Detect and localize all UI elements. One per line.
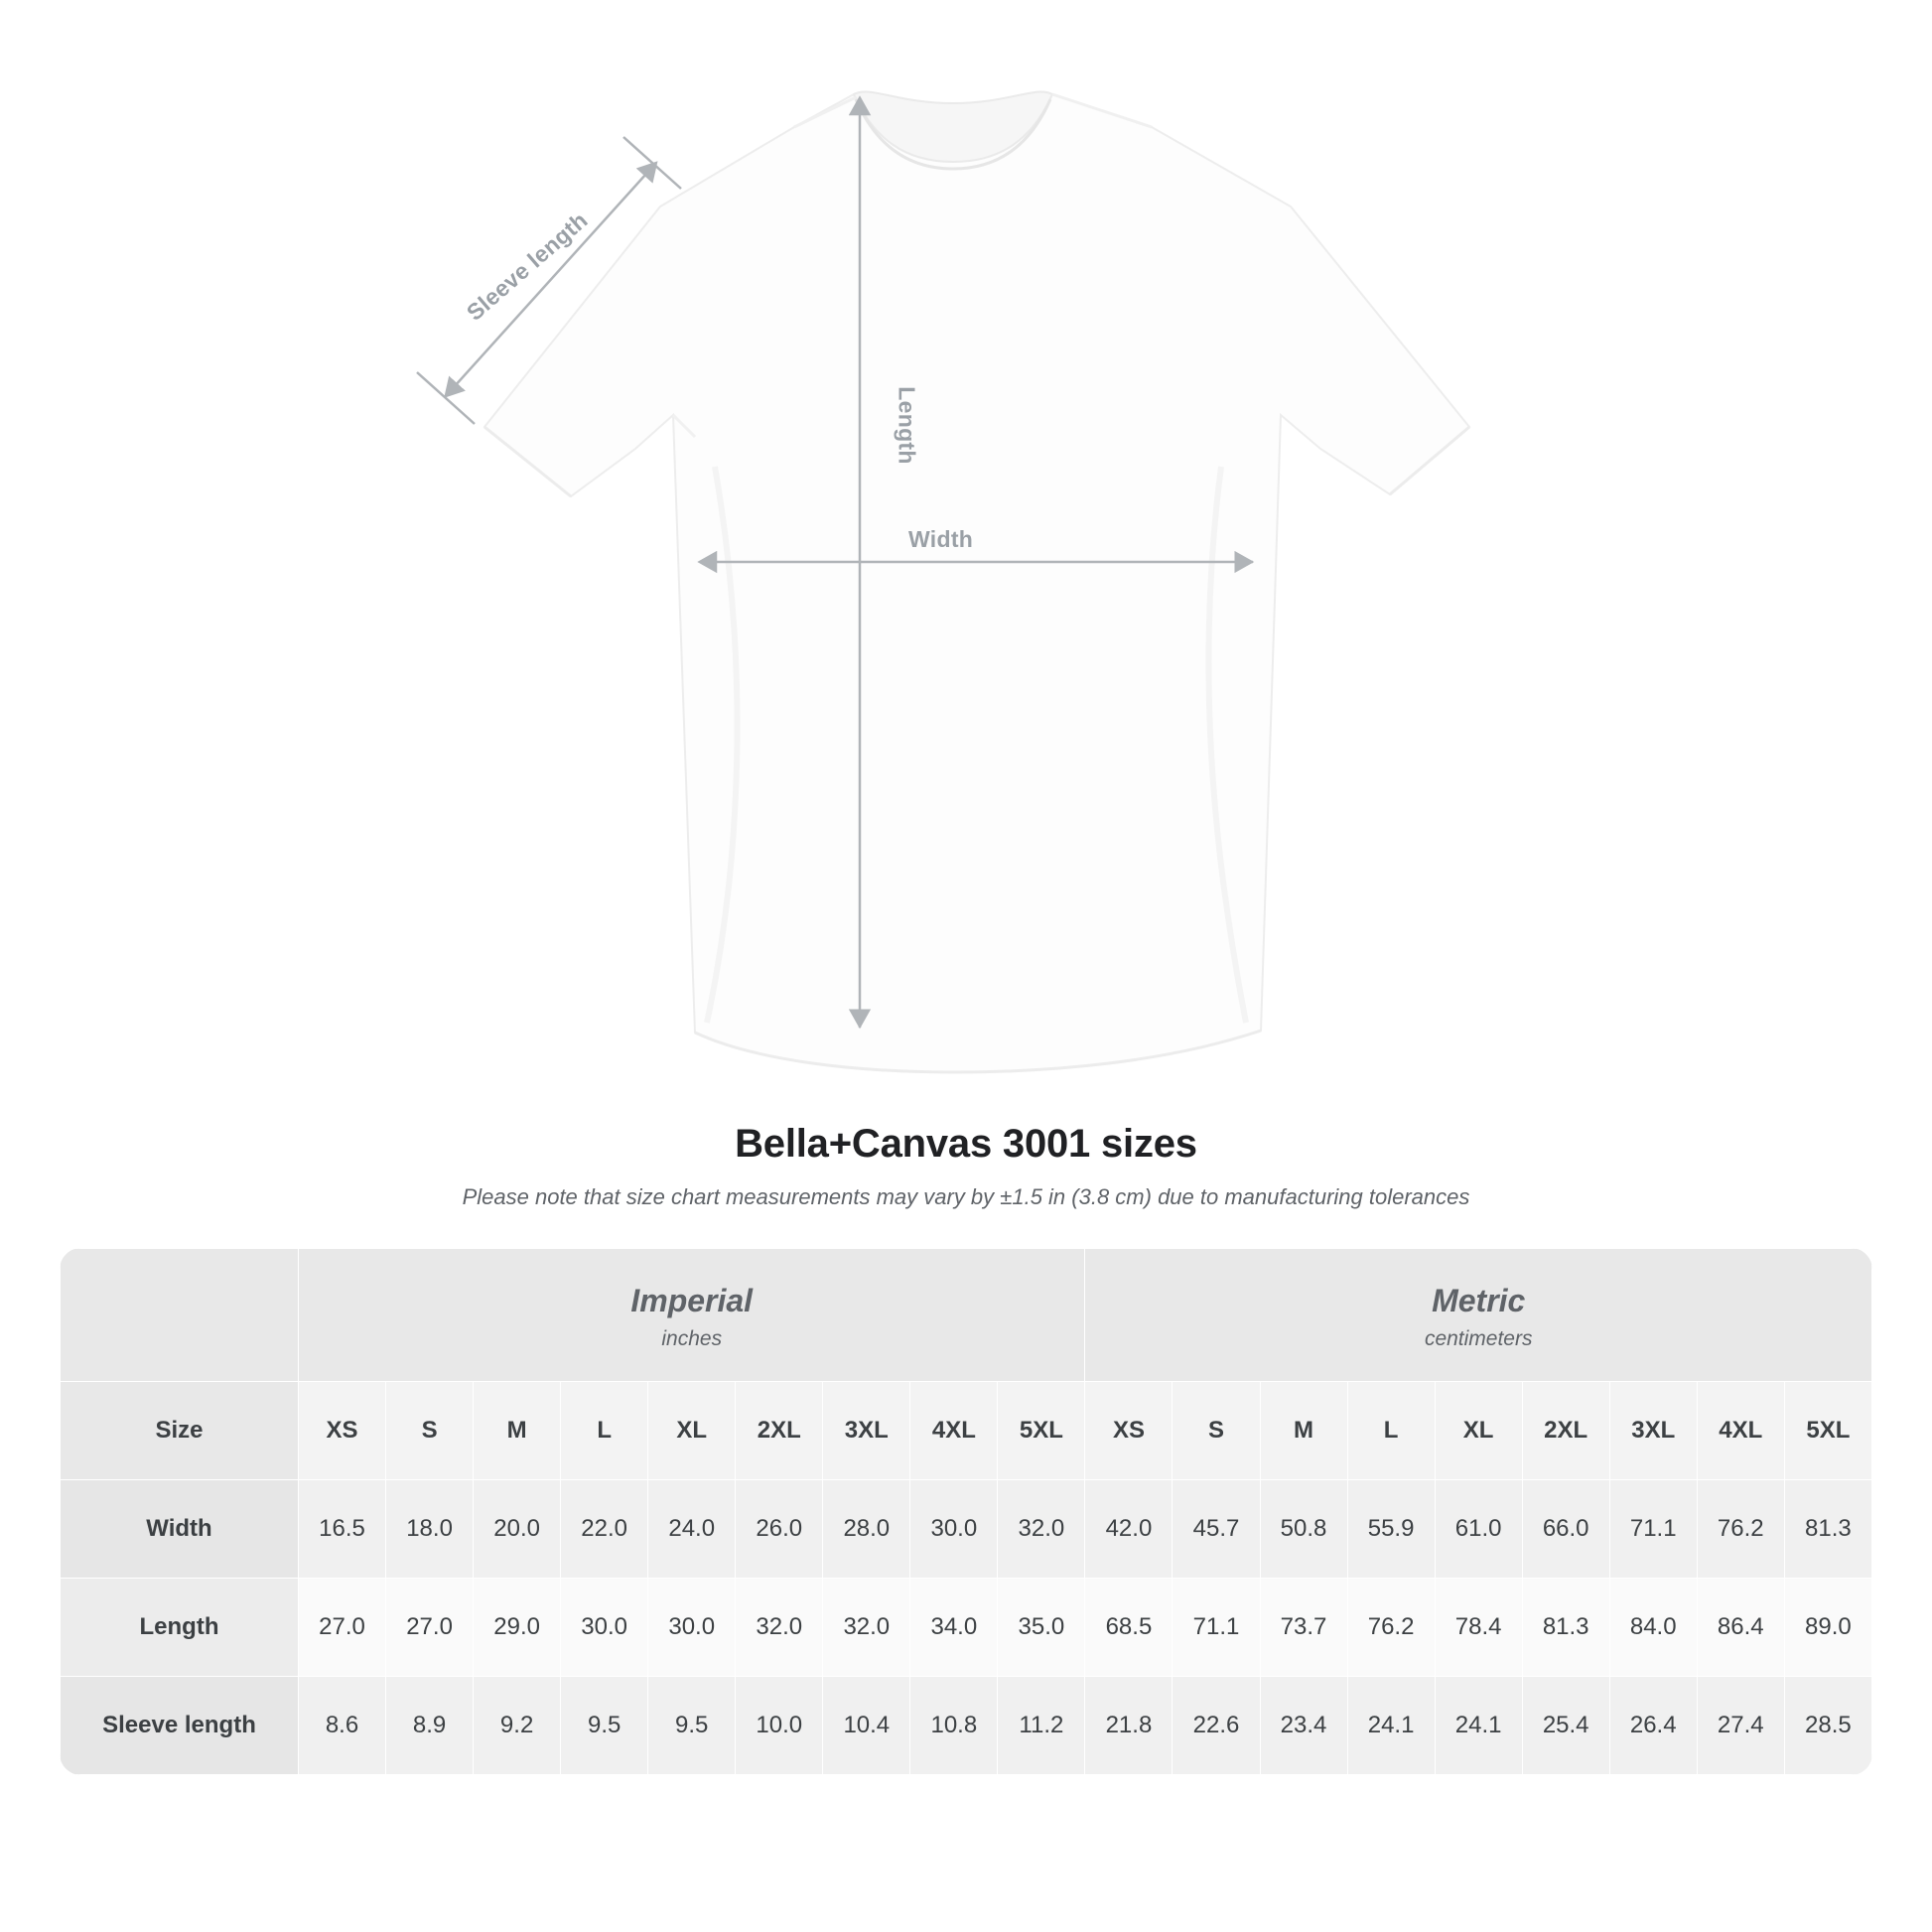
cell-sleeve: 22.6 bbox=[1173, 1677, 1260, 1775]
cell-sleeve: 10.8 bbox=[910, 1677, 998, 1775]
cell-length: 81.3 bbox=[1522, 1579, 1609, 1677]
cell-length: 84.0 bbox=[1609, 1579, 1697, 1677]
cell-sleeve: 9.2 bbox=[474, 1677, 561, 1775]
size-header-cell: M bbox=[1260, 1382, 1347, 1480]
cell-width: 66.0 bbox=[1522, 1480, 1609, 1579]
size-header-row bbox=[61, 1382, 1872, 1480]
cell-width: 20.0 bbox=[474, 1480, 561, 1579]
cell-length: 30.0 bbox=[561, 1579, 648, 1677]
cell-sleeve: 25.4 bbox=[1522, 1677, 1609, 1775]
cell-width: 18.0 bbox=[386, 1480, 474, 1579]
cell-length: 30.0 bbox=[648, 1579, 736, 1677]
size-header-cell: 2XL bbox=[1522, 1382, 1609, 1480]
size-header-cell: 5XL bbox=[1784, 1382, 1871, 1480]
table-row bbox=[61, 1480, 1872, 1579]
unit-name-metric: Metric bbox=[1432, 1283, 1526, 1318]
cell-sleeve: 9.5 bbox=[561, 1677, 648, 1775]
cell-width: 32.0 bbox=[998, 1480, 1085, 1579]
size-header-cell: XS bbox=[1085, 1382, 1173, 1480]
cell-length: 89.0 bbox=[1784, 1579, 1871, 1677]
size-header-cell: M bbox=[474, 1382, 561, 1480]
size-header-cell: L bbox=[561, 1382, 648, 1480]
cell-width: 81.3 bbox=[1784, 1480, 1871, 1579]
size-header-cell: XS bbox=[299, 1382, 386, 1480]
size-table bbox=[60, 1248, 1872, 1775]
cell-length: 32.0 bbox=[736, 1579, 823, 1677]
size-header-cell: L bbox=[1347, 1382, 1435, 1480]
cell-sleeve: 21.8 bbox=[1085, 1677, 1173, 1775]
size-header-cell: 4XL bbox=[910, 1382, 998, 1480]
size-header-cell: S bbox=[386, 1382, 474, 1480]
size-header-cell: 5XL bbox=[998, 1382, 1085, 1480]
size-header-cell: 4XL bbox=[1697, 1382, 1784, 1480]
cell-length: 27.0 bbox=[299, 1579, 386, 1677]
cell-length: 78.4 bbox=[1435, 1579, 1522, 1677]
unit-group-imperial bbox=[299, 1249, 1085, 1382]
cell-length: 86.4 bbox=[1697, 1579, 1784, 1677]
heading-block bbox=[0, 1122, 1932, 1210]
cell-sleeve: 10.0 bbox=[736, 1677, 823, 1775]
cell-width: 55.9 bbox=[1347, 1480, 1435, 1579]
cell-sleeve: 8.9 bbox=[386, 1677, 474, 1775]
cell-sleeve: 8.6 bbox=[299, 1677, 386, 1775]
cell-sleeve: 27.4 bbox=[1697, 1677, 1784, 1775]
cell-sleeve: 23.4 bbox=[1260, 1677, 1347, 1775]
cell-width: 50.8 bbox=[1260, 1480, 1347, 1579]
width-dimension-label: Width bbox=[908, 526, 974, 552]
size-header-cell: XL bbox=[1435, 1382, 1522, 1480]
cell-width: 28.0 bbox=[823, 1480, 910, 1579]
tolerance-note: Please note that size chart measurements may vary by ±1.5 in (3.8 cm) due to manufacturing tolerances bbox=[462, 1184, 1470, 1209]
cell-width: 42.0 bbox=[1085, 1480, 1173, 1579]
length-dimension-label: Length bbox=[894, 386, 920, 465]
cell-width: 61.0 bbox=[1435, 1480, 1522, 1579]
cell-sleeve: 24.1 bbox=[1435, 1677, 1522, 1775]
size-header-label: Size bbox=[61, 1382, 299, 1480]
cell-width: 24.0 bbox=[648, 1480, 736, 1579]
cell-sleeve: 11.2 bbox=[998, 1677, 1085, 1775]
cell-width: 30.0 bbox=[910, 1480, 998, 1579]
size-table-container bbox=[60, 1248, 1872, 1775]
row-label-width: Width bbox=[61, 1480, 299, 1579]
size-header-cell: S bbox=[1173, 1382, 1260, 1480]
cell-width: 16.5 bbox=[299, 1480, 386, 1579]
row-label-length: Length bbox=[61, 1579, 299, 1677]
size-header-cell: 2XL bbox=[736, 1382, 823, 1480]
cell-sleeve: 9.5 bbox=[648, 1677, 736, 1775]
cell-length: 29.0 bbox=[474, 1579, 561, 1677]
cell-sleeve: 26.4 bbox=[1609, 1677, 1697, 1775]
cell-length: 71.1 bbox=[1173, 1579, 1260, 1677]
size-header-cell: 3XL bbox=[823, 1382, 910, 1480]
row-label-sleeve-length: Sleeve length bbox=[61, 1677, 299, 1775]
cell-length: 35.0 bbox=[998, 1579, 1085, 1677]
cell-length: 73.7 bbox=[1260, 1579, 1347, 1677]
cell-sleeve: 28.5 bbox=[1784, 1677, 1871, 1775]
cell-length: 34.0 bbox=[910, 1579, 998, 1677]
cell-sleeve: 10.4 bbox=[823, 1677, 910, 1775]
unit-header-row bbox=[61, 1249, 1872, 1382]
cell-length: 76.2 bbox=[1347, 1579, 1435, 1677]
cell-width: 45.7 bbox=[1173, 1480, 1260, 1579]
unit-sub-metric: centimeters bbox=[1424, 1327, 1533, 1350]
sleeve-length-dimension-label: Sleeve length bbox=[461, 207, 593, 326]
unit-sub-imperial: inches bbox=[661, 1327, 723, 1350]
table-row bbox=[61, 1677, 1872, 1775]
page-title: Bella+Canvas 3001 sizes bbox=[735, 1122, 1197, 1166]
unit-name-imperial: Imperial bbox=[630, 1283, 754, 1318]
cell-length: 68.5 bbox=[1085, 1579, 1173, 1677]
cell-sleeve: 24.1 bbox=[1347, 1677, 1435, 1775]
table-row bbox=[61, 1579, 1872, 1677]
cell-width: 71.1 bbox=[1609, 1480, 1697, 1579]
cell-width: 26.0 bbox=[736, 1480, 823, 1579]
unit-group-metric bbox=[1085, 1249, 1872, 1382]
unit-spacer-cell bbox=[61, 1249, 299, 1382]
cell-length: 27.0 bbox=[386, 1579, 474, 1677]
size-header-cell: XL bbox=[648, 1382, 736, 1480]
cell-width: 22.0 bbox=[561, 1480, 648, 1579]
cell-width: 76.2 bbox=[1697, 1480, 1784, 1579]
cell-length: 32.0 bbox=[823, 1579, 910, 1677]
size-header-cell: 3XL bbox=[1609, 1382, 1697, 1480]
